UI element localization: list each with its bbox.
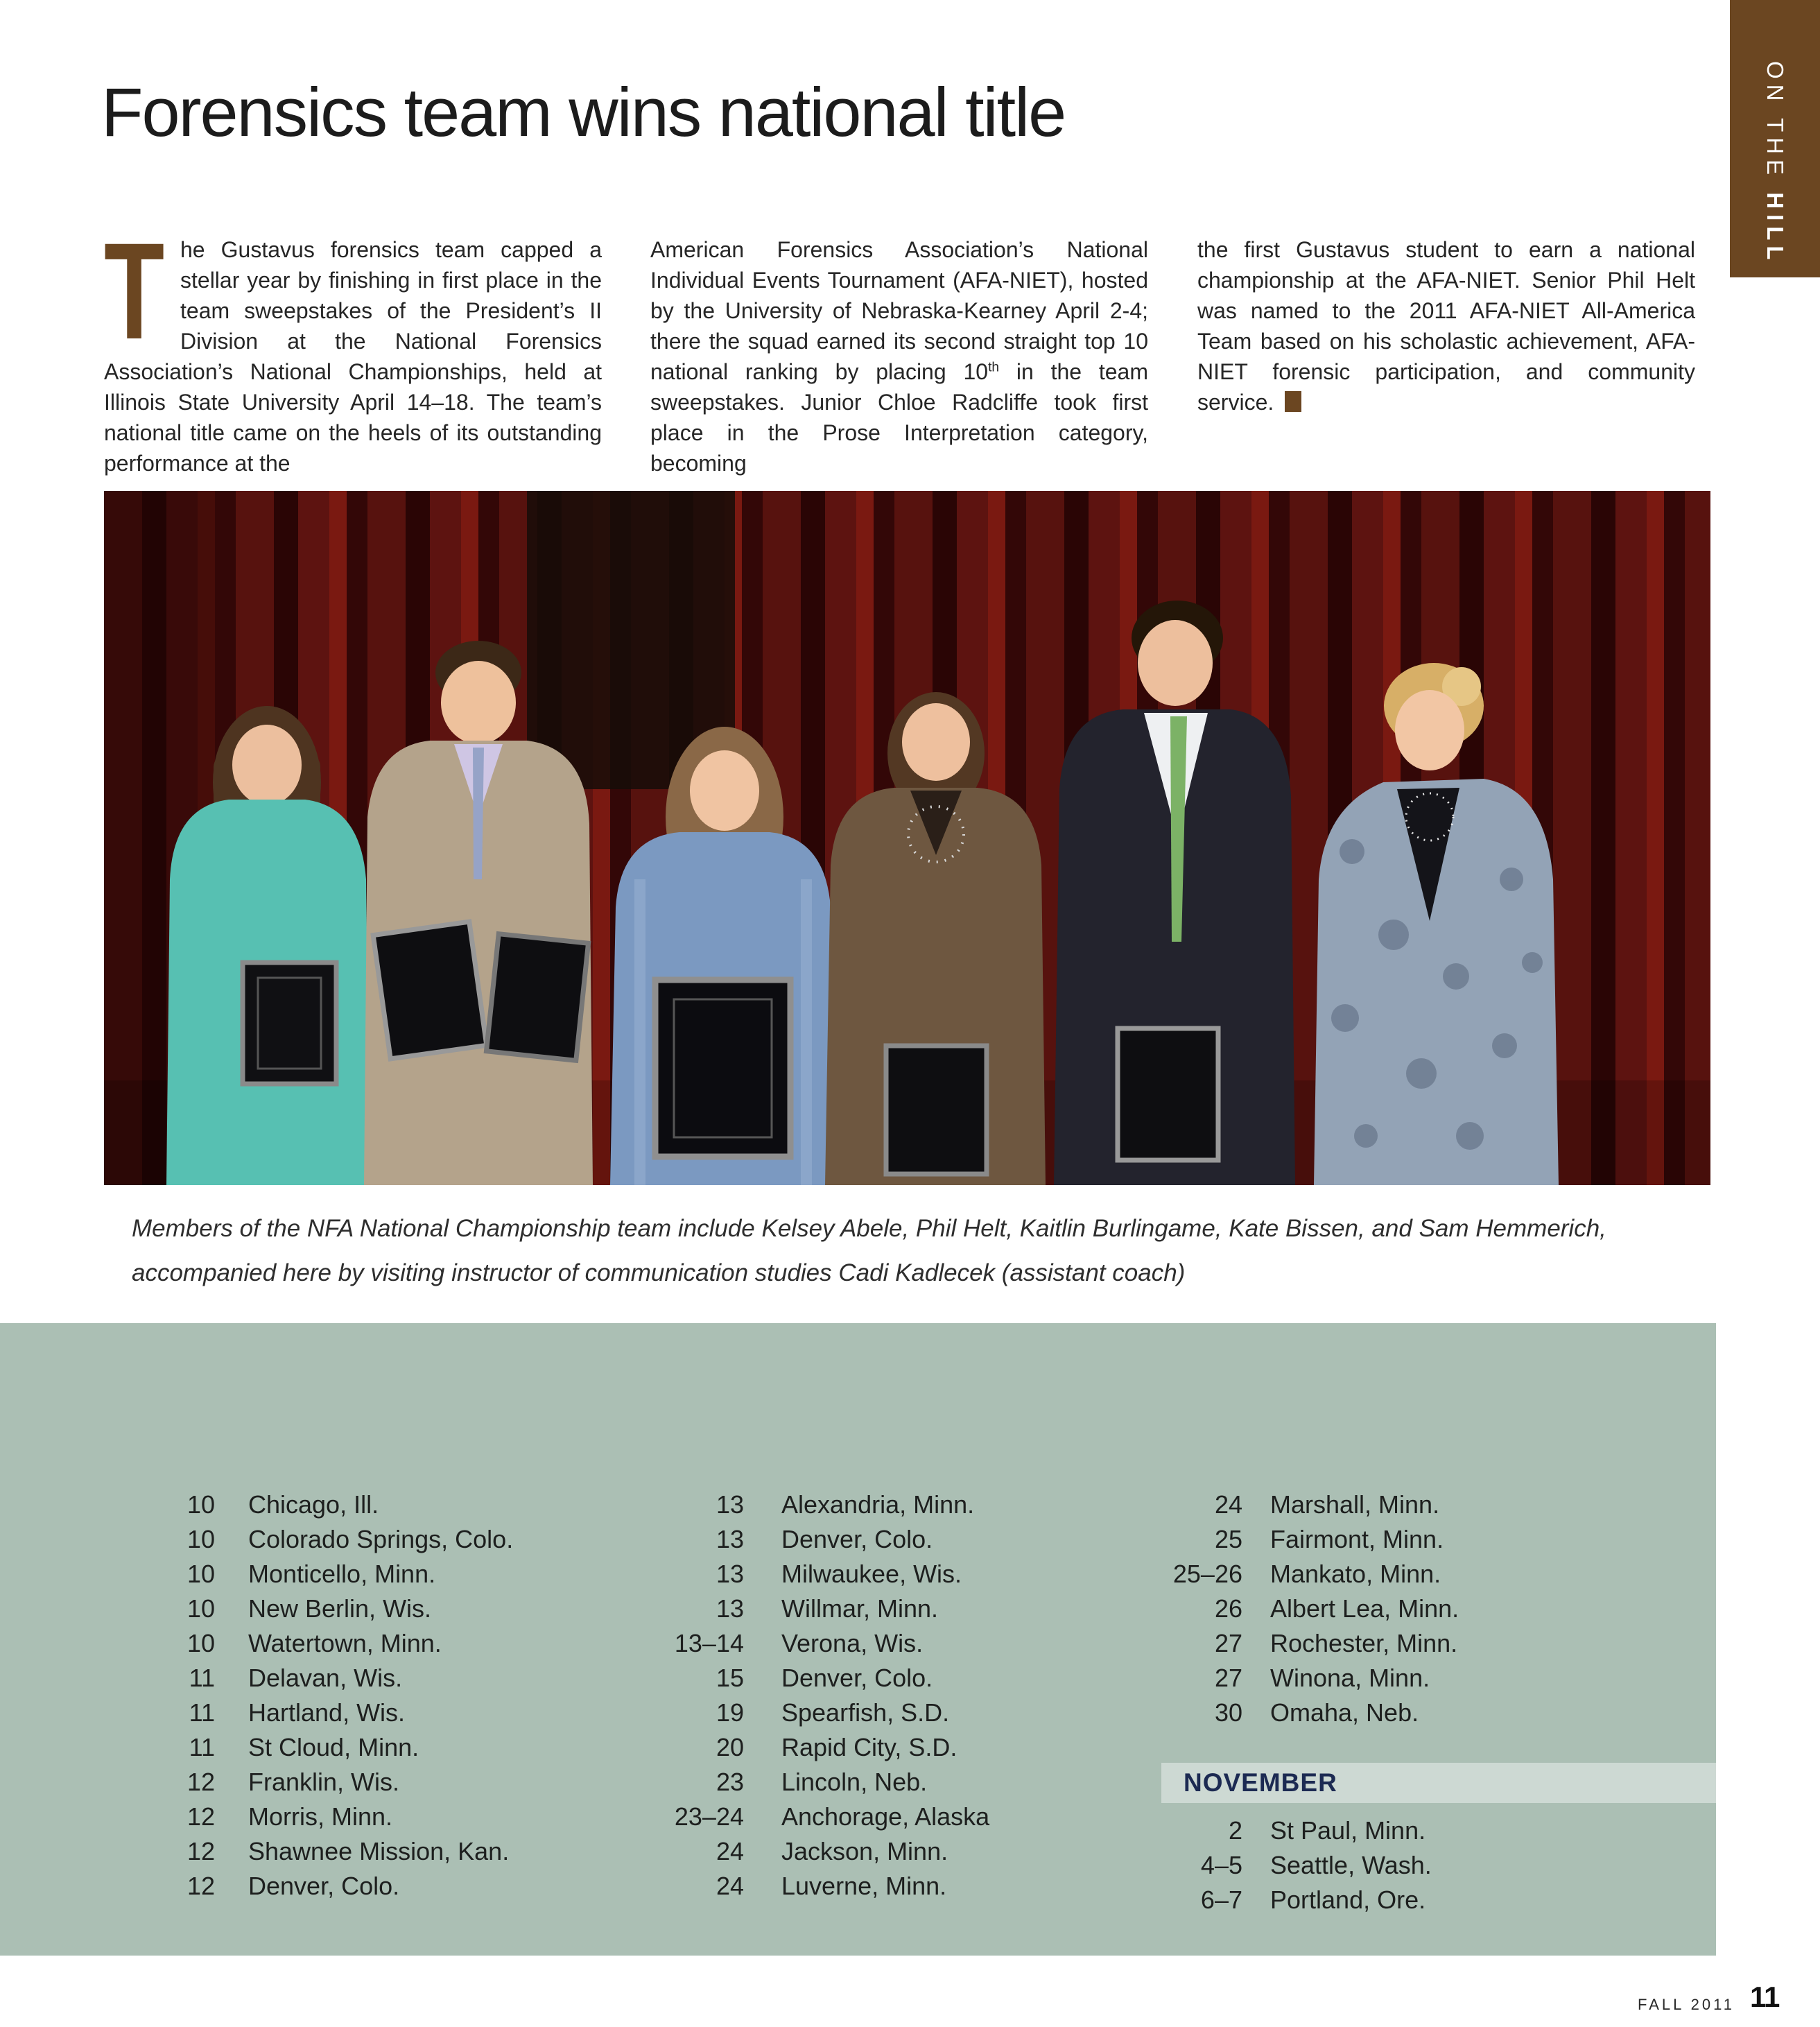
schedule-date: 23–24 [674, 1802, 744, 1831]
schedule-city: Hartland, Wis. [248, 1698, 406, 1727]
schedule-city: Marshall, Minn. [1270, 1490, 1440, 1519]
schedule-city: St Paul, Minn. [1270, 1816, 1426, 1845]
schedule-row [111, 1834, 513, 1869]
schedule-date: 12 [187, 1768, 215, 1796]
schedule-date: 12 [187, 1802, 215, 1831]
schedule-city: Jackson, Minn. [781, 1837, 948, 1865]
schedule-city: Milwaukee, Wis. [781, 1560, 962, 1588]
schedule-date: 10 [187, 1629, 215, 1657]
article-paragraph-2-cont: in the team sweepstakes. Junior Chloe Radcliffe took first place in the Prose Interpretation category, becoming [650, 359, 1149, 476]
section-tab-prefix: ON THE [1762, 61, 1788, 193]
section-tab [1730, 0, 1820, 277]
schedule-city: Willmar, Minn. [781, 1594, 939, 1623]
schedule-row [111, 1626, 513, 1661]
schedule-date: 10 [187, 1525, 215, 1553]
schedule-city: Verona, Wis. [781, 1629, 924, 1657]
schedule-row [640, 1696, 989, 1730]
schedule-date: 4–5 [1200, 1851, 1242, 1879]
schedule-city: Denver, Colo. [781, 1664, 933, 1692]
schedule-row [111, 1522, 513, 1557]
schedule-row [1138, 1522, 1459, 1557]
ordinal-suffix: th [988, 360, 1000, 375]
schedule-date: 13 [716, 1560, 744, 1588]
schedule-row [1138, 1696, 1459, 1730]
schedule-row [1138, 1592, 1459, 1626]
schedule-row [640, 1869, 989, 1904]
schedule-row [111, 1730, 513, 1765]
schedule-date: 23 [716, 1768, 744, 1796]
schedule-city: New Berlin, Wis. [248, 1594, 432, 1623]
article-column-2 [650, 234, 1148, 478]
schedule-city: Winona, Minn. [1270, 1664, 1430, 1692]
schedule-column-1 [111, 1487, 513, 1904]
schedule-column-3 [1138, 1487, 1459, 1730]
schedule-city: Franklin, Wis. [248, 1768, 400, 1796]
drop-cap: T [104, 214, 165, 368]
schedule-row [640, 1487, 989, 1522]
schedule-date: 13 [716, 1594, 744, 1623]
schedule-row [111, 1557, 513, 1592]
team-photo [104, 491, 1710, 1185]
schedule-date: 10 [187, 1594, 215, 1623]
schedule-date: 25–26 [1172, 1560, 1242, 1588]
article-paragraph-2: American Forensics Association’s National Individual Events Tournament (AFA-NIET), hosted by the University of Nebraska-Kearney April 2-4; there the squad earned its second straight top 10 national ranking by placing 10 [650, 237, 1148, 384]
schedule-city: Watertown, Minn. [248, 1629, 442, 1657]
schedule-row [111, 1869, 513, 1904]
schedule-row [640, 1626, 989, 1661]
schedule-row [111, 1592, 513, 1626]
schedule-date: 26 [1214, 1594, 1242, 1623]
schedule-row [111, 1696, 513, 1730]
schedule-row [640, 1800, 989, 1834]
end-mark [1285, 391, 1301, 412]
schedule-date: 6–7 [1200, 1886, 1242, 1914]
november-column [1138, 1813, 1432, 1917]
schedule-date: 13–14 [674, 1629, 744, 1657]
article-column-1 [104, 214, 602, 478]
schedule-city: Rochester, Minn. [1270, 1629, 1458, 1657]
schedule-city: Anchorage, Alaska [781, 1802, 990, 1831]
schedule-city: Rapid City, S.D. [781, 1733, 957, 1761]
schedule-city: Morris, Minn. [248, 1802, 393, 1831]
schedule-row [111, 1800, 513, 1834]
schedule-city: St Cloud, Minn. [248, 1733, 419, 1761]
schedule-row [640, 1730, 989, 1765]
section-tab-bold: HILL [1762, 192, 1788, 266]
schedule-city: Seattle, Wash. [1270, 1851, 1432, 1879]
schedule-row [1138, 1557, 1459, 1592]
schedule-column-2 [640, 1487, 989, 1904]
article-paragraph-3: the first Gustavus student to earn a national championship at the AFA-NIET. Senior Phil Helt was named to the 2011 AFA-NIET All-America Team based on his scholastic achievement, AFA-NIET forensic participation, and community service. [1197, 237, 1695, 415]
schedule-date: 10 [187, 1560, 215, 1588]
schedule-date: 13 [716, 1490, 744, 1519]
schedule-row [1138, 1848, 1432, 1883]
schedule-date: 24 [716, 1872, 744, 1900]
schedule-date: 30 [1214, 1698, 1242, 1727]
schedule-row [111, 1661, 513, 1696]
schedule-row [1138, 1813, 1432, 1848]
schedule-city: Colorado Springs, Colo. [248, 1525, 514, 1553]
november-header-band [1161, 1763, 1716, 1803]
schedule-city: Shawnee Mission, Kan. [248, 1837, 510, 1865]
schedule-date: 20 [716, 1733, 744, 1761]
schedule-city: Mankato, Minn. [1270, 1560, 1441, 1588]
footer-issue: FALL 2011 [1638, 1996, 1735, 2013]
schedule-city: Monticello, Minn. [248, 1560, 436, 1588]
article-paragraph-1: he Gustavus forensics team capped a stellar year by finishing in first place in the team sweepstakes of the President’s II Division at the National Forensics Association’s National Championships, held at Illinois State University April 14–18. The team’s national title came on the heels of its outstanding performance at the [104, 237, 602, 476]
article-column-3 [1197, 234, 1695, 417]
schedule-row [640, 1661, 989, 1696]
schedule-row [640, 1834, 989, 1869]
schedule-date: 25 [1214, 1525, 1242, 1553]
schedule-city: Omaha, Neb. [1270, 1698, 1419, 1727]
page-title: Forensics team wins national title [101, 74, 1066, 150]
section-tab-label [1762, 61, 1788, 266]
schedule-city: Portland, Ore. [1270, 1886, 1426, 1914]
schedule-row [640, 1557, 989, 1592]
schedule-date: 11 [189, 1733, 215, 1761]
schedule-date: 15 [716, 1664, 744, 1692]
schedule-row [1138, 1487, 1459, 1522]
schedule-date: 2 [1228, 1816, 1242, 1845]
schedule-date: 12 [187, 1872, 215, 1900]
schedule-city: Spearfish, S.D. [781, 1698, 950, 1727]
schedule-row [111, 1487, 513, 1522]
schedule-city: Albert Lea, Minn. [1270, 1594, 1459, 1623]
schedule-date: 13 [716, 1525, 744, 1553]
schedule-row [111, 1765, 513, 1800]
photo-caption: Members of the NFA National Championship team include Kelsey Abele, Phil Helt, Kaitlin Burlingame, Kate Bissen, and Sam Hemmerich, accompanied here by visiting instructor of communication studies Cadi Kadlecek (assistant coach) [132, 1215, 1606, 1286]
schedule-row [1138, 1626, 1459, 1661]
schedule-row [1138, 1883, 1432, 1917]
schedule-date: 12 [187, 1837, 215, 1865]
team-photo-illustration [104, 491, 1710, 1185]
page-number: 11 [1750, 1981, 1780, 2013]
schedule-city: Alexandria, Minn. [781, 1490, 975, 1519]
schedule-row [640, 1765, 989, 1800]
schedule-panel [0, 1323, 1716, 1956]
schedule-date: 24 [1214, 1490, 1242, 1519]
schedule-row [640, 1522, 989, 1557]
schedule-date: 11 [189, 1664, 215, 1692]
november-header-label: NOVEMBER [1184, 1768, 1337, 1797]
schedule-date: 11 [189, 1698, 215, 1727]
schedule-date: 19 [716, 1698, 744, 1727]
schedule-city: Fairmont, Minn. [1270, 1525, 1444, 1553]
schedule-city: Luverne, Minn. [781, 1872, 947, 1900]
schedule-date: 27 [1214, 1664, 1242, 1692]
schedule-city: Lincoln, Neb. [781, 1768, 928, 1796]
schedule-city: Denver, Colo. [781, 1525, 933, 1553]
schedule-city: Denver, Colo. [248, 1872, 400, 1900]
schedule-city: Chicago, Ill. [248, 1490, 379, 1519]
schedule-row [640, 1592, 989, 1626]
schedule-city: Delavan, Wis. [248, 1664, 403, 1692]
schedule-date: 10 [187, 1490, 215, 1519]
schedule-row [1138, 1661, 1459, 1696]
schedule-date: 27 [1214, 1629, 1242, 1657]
schedule-date: 24 [716, 1837, 744, 1865]
